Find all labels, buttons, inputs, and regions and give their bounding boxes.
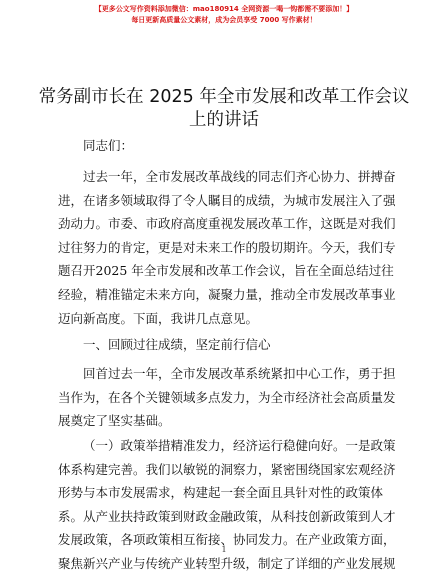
text-line: 聚焦新兴产业与传统产业转型升级，制定了详细的产业发展规 xyxy=(58,555,396,571)
paragraph-intro xyxy=(58,165,396,330)
text-line: 劲动力。市委、市政府高度重视发展改革工作，这既是对我们 xyxy=(58,216,396,232)
text-line: 题召开2025 年全市发展和改革工作会议，旨在全面总结过往 xyxy=(58,263,394,279)
text-line: 经验，精准锚定未来方向，凝聚力量，推动全市发展改革事业 xyxy=(58,286,396,302)
paragraph-policy xyxy=(58,434,396,576)
document-title-line-2: 上的讲话 xyxy=(189,110,259,130)
section-heading-text: 一、回顾过往成绩，坚定前行信心 xyxy=(83,337,271,352)
text-line: 展奠定了坚实基础。 xyxy=(58,413,171,429)
promo-banner-line-2: 每日更新高质量公文素材，成为会员享受 7000 写作素材！ xyxy=(131,16,317,24)
text-line: 形势与本市发展需求，构建起一套全面且具针对性的政策体 xyxy=(58,485,384,501)
text-line: 进，在诸多领域取得了令人瞩目的成绩，为城市发展注入了强 xyxy=(58,192,396,208)
section-heading xyxy=(58,333,392,357)
text-line: 过往努力的肯定，更是对未来工作的殷切期许。今天，我们专 xyxy=(58,239,396,255)
page-number: 1 xyxy=(221,545,227,554)
salutation xyxy=(58,134,392,158)
text-line: （一）政策举措精准发力，经济运行稳健向好。一是政策 xyxy=(83,438,396,453)
document-title-line-1: 常务副市长在 2025 年全市发展和改革工作会议 xyxy=(38,87,410,107)
text-line: 发展政策，各项政策相互衔接、协同发力。在产业政策方面， xyxy=(58,532,396,548)
text-line: 回首过去一年，全市发展改革系统紧扣中心工作，勇于担 xyxy=(83,366,396,381)
paragraph-review xyxy=(58,362,396,433)
text-line: 体系构建完善。我们以敏锐的洞察力，紧密围绕国家宏观经济 xyxy=(58,461,396,477)
text-line: 过去一年，全市发展改革战线的同志们齐心协力、拼搏奋 xyxy=(83,169,396,184)
text-line: 当作为，在各个关键领域多点发力，为全市经济社会高质量发 xyxy=(58,389,396,405)
promo-banner-line-1: 【更多公文写作资料添加微信：mao180914 全网资源一喝一钩都需不要添加！】 xyxy=(94,5,354,13)
salutation-text: 同志们： xyxy=(83,138,134,153)
text-line: 迈向新高度。下面，我讲几点意见。 xyxy=(58,310,259,326)
text-line: 系。从产业扶持政策到财政金融政策，从科技创新政策到人才 xyxy=(58,508,396,524)
